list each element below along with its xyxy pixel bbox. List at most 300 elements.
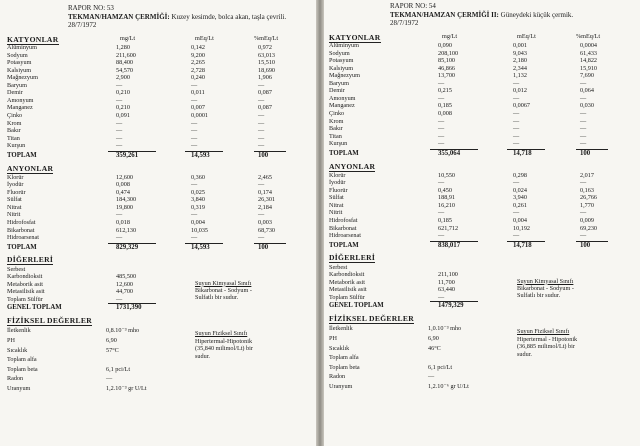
row-label: Radon — [7, 375, 24, 383]
chemical-class-note — [195, 280, 252, 302]
col-pct-header: %mEq/Lt — [576, 33, 601, 40]
report-title-line — [68, 13, 286, 22]
meq-value: — — [191, 211, 198, 219]
mg-value: 0,091 — [116, 111, 130, 119]
report-description: Kuzey kesimde, bolca akan, taşla çevrili. — [171, 12, 287, 21]
meq-value: 2,265 — [191, 59, 205, 67]
row-label: Bikarbonat — [7, 226, 35, 234]
row-label: Nitrat — [7, 203, 22, 211]
row-label: Demir — [7, 89, 23, 97]
row-label: Hidroarsenat — [329, 232, 361, 240]
mg-value: — — [438, 132, 445, 140]
mg-value: — — [438, 179, 445, 187]
row-label: PH — [7, 337, 15, 344]
mg-value: 359,261 — [116, 151, 139, 159]
meq-value: 0,001 — [513, 42, 527, 49]
col-pct-header: %mEq/Lt — [254, 35, 279, 42]
pct-value: 2,184 — [258, 203, 272, 211]
section-heading: ANYONLAR — [329, 161, 376, 171]
meq-value: — — [513, 132, 520, 140]
row-label: Toplam alfa — [329, 354, 359, 362]
pct-value: — — [580, 209, 587, 217]
row-label: Kurşun — [329, 140, 348, 148]
pct-value: 100 — [580, 149, 591, 157]
row-label: Potasyum — [7, 59, 32, 67]
pct-value: — — [580, 132, 587, 140]
meq-value: 0,007 — [191, 104, 205, 112]
physical-class-line: sudur. — [517, 350, 532, 358]
row-label: Titan — [329, 132, 342, 140]
row-label: Metasilisik asit — [329, 286, 367, 294]
row-label: Sodyum — [329, 49, 350, 57]
meq-value: 0,024 — [513, 186, 527, 194]
mg-value: 829,329 — [116, 243, 139, 251]
pct-value: 0,064 — [580, 87, 594, 95]
pct-value: — — [580, 79, 587, 87]
mg-value: — — [438, 293, 445, 301]
pct-value: 14,822 — [580, 57, 598, 65]
physical-row — [324, 325, 640, 336]
section-heading: KATYONLAR — [329, 33, 381, 42]
mg-value: — — [116, 211, 123, 219]
meq-value: — — [513, 109, 520, 117]
pct-value: 7,690 — [580, 72, 594, 80]
pct-value: — — [580, 109, 587, 117]
row-label: İyodür — [329, 179, 346, 187]
meq-value: 9,200 — [191, 51, 205, 59]
pct-value: 0,003 — [258, 219, 272, 226]
meq-value: — — [191, 181, 198, 189]
meq-value: — — [191, 81, 198, 89]
row-label: Serbest — [329, 263, 348, 271]
mg-value: — — [116, 96, 123, 104]
row-label: Metasilisik asit — [7, 288, 45, 296]
report-date: 28/7/1972 — [390, 19, 419, 27]
mg-value: 1,280 — [116, 44, 130, 51]
report-title-line — [390, 11, 573, 20]
mg-value: — — [116, 127, 123, 135]
physical-class-line: (35,840 milimol/Lt) bir — [195, 345, 253, 353]
report-date: 28/7/1972 — [68, 21, 97, 29]
row-label: Uranyum — [7, 385, 31, 392]
mg-value: 0,210 — [116, 89, 130, 97]
pct-value: — — [258, 96, 265, 104]
mg-value: — — [438, 232, 445, 240]
meq-value: 0,025 — [191, 188, 205, 196]
grand-total-row — [324, 302, 640, 310]
mg-value: 838,017 — [438, 241, 461, 249]
chemical-class-line: Sulfatlı bir sudur. — [195, 294, 239, 302]
meq-value: 0,004 — [513, 217, 527, 224]
pct-value: 18,690 — [258, 66, 276, 74]
row-label: Mağnezyum — [7, 74, 38, 82]
row-label: Nitrit — [7, 211, 21, 219]
chemical-class-title: Suyun Kimyasal Sınıfı — [195, 279, 252, 287]
row-label: Kalsiyum — [7, 66, 32, 74]
row-label: Krom — [329, 117, 344, 125]
mg-value: 1731,390 — [116, 304, 142, 312]
physical-row — [324, 345, 640, 353]
pct-value: 63,013 — [258, 51, 276, 59]
pct-value: 100 — [258, 151, 269, 159]
report-header — [68, 4, 286, 30]
mg-value: 0,210 — [116, 104, 130, 112]
anion-total-row — [0, 244, 316, 252]
mg-value: 19,800 — [116, 203, 134, 211]
row-label: Toplam Sülfür — [7, 295, 43, 303]
physical-value: 0,8.10⁻³ mho — [106, 327, 140, 335]
right-page — [324, 0, 640, 446]
mg-value: — — [438, 94, 445, 102]
mg-value: 355,064 — [438, 149, 461, 157]
mg-value: 1479,329 — [438, 302, 464, 310]
row-label: Alüminyum — [329, 42, 359, 49]
mg-value: 0,185 — [438, 102, 452, 110]
chemical-class-line: Bikarbonat - Sodyum - — [517, 285, 574, 293]
row-label: Nitrit — [329, 209, 343, 217]
pct-value: 0,174 — [258, 188, 272, 196]
mg-value: 0,215 — [438, 87, 452, 95]
report-title: TEKMAN/HAMZAN ÇERMİĞİ: — [68, 12, 170, 21]
pct-value: 0,009 — [580, 217, 594, 224]
meq-value: 14,718 — [513, 241, 532, 249]
physical-row — [0, 375, 316, 383]
mg-value: — — [438, 140, 445, 148]
pct-value: — — [580, 117, 587, 125]
pct-value: — — [258, 127, 265, 135]
row-label: Toplam Sülfür — [329, 293, 365, 301]
row-label: Kalsiyum — [329, 64, 354, 72]
mg-value: 13,700 — [438, 72, 456, 80]
row-label: Fluorür — [7, 188, 26, 196]
mg-value: — — [116, 295, 123, 303]
physical-value: 6,90 — [106, 337, 117, 344]
section-heading: KATYONLAR — [7, 35, 59, 44]
col-mg-header: mg/Lt — [442, 33, 458, 40]
pct-value: 15,910 — [580, 64, 598, 72]
row-label: Toplam beta — [329, 363, 360, 371]
section-heading: DİĞERLERİ — [7, 254, 54, 264]
pct-value: — — [258, 142, 265, 150]
pct-value: 0,087 — [258, 104, 272, 112]
other-row — [324, 294, 640, 302]
pct-value: 2,017 — [580, 171, 594, 179]
meq-value: 0,012 — [513, 87, 527, 95]
pct-value: — — [580, 140, 587, 148]
row-label: İletkenlik — [7, 327, 31, 335]
pct-value: — — [258, 211, 265, 219]
meq-value: 0,011 — [191, 89, 205, 97]
meq-value: 0,261 — [513, 201, 527, 209]
mg-value: 208,100 — [438, 49, 459, 57]
mg-value: 211,100 — [438, 271, 458, 279]
meq-value: — — [513, 117, 520, 125]
meq-value: 0,360 — [191, 173, 205, 181]
physical-row — [0, 347, 316, 355]
physical-row — [0, 356, 316, 364]
physical-row — [0, 337, 316, 345]
mg-value: 10,550 — [438, 171, 456, 179]
anion-row — [324, 232, 640, 240]
row-label: Fluorür — [329, 186, 348, 194]
physical-row — [0, 385, 316, 393]
meq-value: — — [191, 119, 198, 127]
meq-value: — — [191, 96, 198, 104]
row-label: GENEL TOPLAM — [329, 302, 384, 310]
pct-value: 0,030 — [580, 102, 594, 110]
row-label: Bakır — [7, 127, 21, 135]
pct-value: 26,766 — [580, 194, 598, 202]
chemical-class-line: Bikarbonat - Sodyum - — [195, 287, 252, 295]
row-label: Amonyum — [7, 96, 34, 104]
mg-value: 12,600 — [116, 280, 134, 288]
meq-value: — — [513, 79, 520, 87]
physical-row — [0, 366, 316, 374]
physical-value: 57°C — [106, 346, 119, 354]
row-label: Alüminyum — [7, 44, 37, 51]
meq-value: 14,593 — [191, 243, 210, 251]
row-label: Bikarbonat — [329, 224, 357, 232]
pct-value: — — [580, 179, 587, 187]
meq-value: 10,035 — [191, 226, 209, 234]
mg-value: 621,712 — [438, 224, 459, 232]
pct-value: 0,087 — [258, 89, 272, 97]
cation-row — [324, 140, 640, 148]
pct-value: — — [258, 234, 265, 242]
row-label: Nitrat — [329, 201, 344, 209]
row-label: Amonyum — [329, 94, 356, 102]
row-label: İyodür — [7, 181, 24, 189]
pct-value: — — [258, 134, 265, 142]
grand-total-row — [0, 304, 316, 312]
section-heading: FİZİKSEL DEĞERLER — [329, 314, 415, 324]
row-label: Baryum — [7, 81, 27, 89]
meq-value: 2,344 — [513, 64, 527, 72]
mg-value: — — [438, 209, 445, 217]
row-label: Hidroarsenat — [7, 234, 39, 242]
meq-value: — — [513, 94, 520, 102]
pct-value: 69,230 — [580, 224, 598, 232]
anion-row — [0, 234, 316, 242]
meq-value: 14,718 — [513, 149, 532, 157]
meq-value: — — [513, 209, 520, 217]
meq-value: 2,180 — [513, 57, 527, 65]
cation-row — [0, 142, 316, 150]
mg-value: — — [438, 117, 445, 125]
physical-row — [324, 373, 640, 381]
row-label: Karbondioksit — [7, 273, 43, 281]
physical-class-line: (36,885 milimol/Lt) bir — [517, 343, 575, 351]
physical-value: 1,0.10⁻³ mho — [428, 325, 462, 333]
row-label: TOPLAM — [7, 151, 37, 159]
meq-value: — — [513, 140, 520, 148]
mg-value: 88,400 — [116, 59, 134, 67]
physical-class-line: sudur. — [195, 352, 210, 360]
report-description: Güneydeki küçük çermik. — [500, 10, 574, 19]
row-label: Titan — [7, 134, 20, 142]
report-title: TEKMAN/HAMZAN ÇERMİĞİ II: — [390, 10, 499, 19]
report-header — [390, 2, 573, 28]
mg-value: — — [116, 119, 123, 127]
pct-value: — — [258, 119, 265, 127]
physical-class-line: Hipertermal-Hipotonik — [195, 337, 253, 345]
pct-value: 0,972 — [258, 44, 272, 51]
row-label: Çinko — [7, 111, 23, 119]
pct-value: 15,510 — [258, 59, 276, 67]
mg-value: 188,91 — [438, 194, 456, 202]
row-label: Demir — [329, 87, 345, 95]
physical-value: 6,1 pci/Lt — [428, 363, 453, 371]
row-label: Sülfat — [329, 194, 344, 202]
row-label: Potasyum — [329, 57, 354, 65]
meq-value: 0,004 — [191, 219, 205, 226]
column-header-row — [324, 33, 640, 41]
pct-value: 100 — [580, 241, 591, 249]
section-heading: ANYONLAR — [7, 163, 54, 173]
row-label: Kurşun — [7, 142, 26, 150]
col-meq-header: mEq/Lt — [195, 35, 214, 42]
pct-value: — — [580, 94, 587, 102]
row-label: Toplam alfa — [7, 356, 37, 364]
mg-value: — — [116, 134, 123, 142]
row-label: Radon — [329, 373, 346, 381]
chemical-class-title: Suyun Kimyasal Sınıfı — [517, 277, 574, 285]
physical-value: 6,1 pci/Lt — [106, 365, 131, 373]
section-heading: DİĞERLERİ — [329, 252, 376, 262]
physical-value: 6,90 — [428, 335, 439, 342]
chemical-class-line: Sulfatlı bir sudur. — [517, 292, 561, 300]
row-label: TOPLAM — [329, 149, 359, 157]
row-label: Sıcaklık — [329, 344, 350, 352]
mg-value: 211,600 — [116, 51, 136, 59]
row-label: PH — [329, 335, 337, 342]
mg-value: 0,474 — [116, 188, 130, 196]
mg-value: 54,570 — [116, 66, 134, 74]
mg-value: 0,018 — [116, 219, 130, 226]
mg-value: 46,866 — [438, 64, 456, 72]
mg-value: 0,090 — [438, 42, 452, 49]
mg-value: 0,185 — [438, 217, 452, 224]
meq-value: — — [513, 179, 520, 187]
physical-row — [324, 383, 640, 391]
anion-total-row — [324, 242, 640, 250]
pct-value: 0,0004 — [580, 42, 598, 49]
row-label: Krom — [7, 119, 22, 127]
other-row — [0, 296, 316, 304]
pct-value: 61,433 — [580, 49, 598, 57]
pct-value: 0,163 — [580, 186, 594, 194]
physical-class-title: Suyun Fiziksel Sınıfı — [195, 330, 248, 338]
meq-value: — — [513, 232, 520, 240]
pct-value: 100 — [258, 243, 269, 251]
pct-value: 1,906 — [258, 74, 272, 82]
row-label: Sülfat — [7, 196, 22, 204]
row-label: Toplam beta — [7, 365, 38, 373]
meq-value: 0,0067 — [513, 102, 531, 110]
meq-value: 0,240 — [191, 74, 205, 82]
meq-value: 1,132 — [513, 72, 527, 80]
row-label: Serbest — [7, 265, 26, 273]
physical-row — [324, 364, 640, 372]
report-number: RAPOR NO: 53 — [68, 4, 114, 12]
meq-value: 0,142 — [191, 44, 205, 51]
mg-value: 184,300 — [116, 196, 137, 204]
meq-value: 0,0001 — [191, 111, 209, 119]
row-label: TOPLAM — [7, 243, 37, 251]
row-label: Karbondioksit — [329, 271, 365, 279]
meq-value: — — [513, 125, 520, 133]
left-page — [0, 0, 316, 446]
mg-value: 0,450 — [438, 186, 452, 194]
mg-value: 16,210 — [438, 201, 456, 209]
mg-value: 85,100 — [438, 57, 456, 65]
row-label: Klorür — [329, 171, 346, 179]
meq-value: 3,940 — [513, 194, 527, 202]
meq-value: 0,319 — [191, 203, 205, 211]
meq-value: — — [191, 234, 198, 242]
mg-value: 11,700 — [438, 278, 455, 286]
pct-value: — — [258, 181, 265, 189]
mg-value: 0,008 — [116, 181, 130, 189]
mg-value: — — [116, 234, 123, 242]
pct-value: — — [258, 81, 265, 89]
pct-value: — — [580, 125, 587, 133]
mg-value: — — [438, 125, 445, 133]
col-mg-header: mg/Lt — [120, 35, 136, 42]
meq-value: — — [191, 142, 198, 150]
physical-value: — — [106, 375, 113, 383]
pct-value: 68,730 — [258, 226, 276, 234]
row-label: Klorür — [7, 173, 24, 181]
meq-value: — — [191, 134, 198, 142]
meq-value: 9,043 — [513, 49, 527, 57]
physical-row — [324, 354, 640, 362]
row-label: Mağnezyum — [329, 72, 360, 80]
mg-value: — — [438, 79, 445, 87]
row-label: Sıcaklık — [7, 346, 28, 354]
book-gutter — [316, 0, 324, 446]
pct-value: 2,465 — [258, 173, 272, 181]
col-meq-header: mEq/Lt — [517, 33, 536, 40]
report-number: RAPOR NO: 54 — [390, 2, 436, 10]
mg-value: 2,900 — [116, 74, 130, 82]
physical-class-title: Suyun Fiziksel Sınıfı — [517, 328, 570, 336]
meq-value: 3,840 — [191, 196, 205, 204]
column-header-row — [0, 35, 316, 43]
mg-value: 0,008 — [438, 109, 452, 117]
physical-value: 1,2.10⁻³ gr U/Lt — [106, 385, 147, 392]
row-label: Bakır — [329, 125, 343, 133]
row-label: GENEL TOPLAM — [7, 304, 62, 312]
row-label: Metaborik asit — [7, 280, 43, 288]
row-label: Sodyum — [7, 51, 28, 59]
meq-value: — — [191, 127, 198, 135]
cation-total-row — [0, 152, 316, 160]
chemical-class-note — [517, 278, 574, 300]
pct-value: 26,301 — [258, 196, 276, 204]
row-label: Manganez — [7, 104, 33, 112]
pct-value: — — [258, 111, 265, 119]
meq-value: 0,298 — [513, 171, 527, 179]
mg-value: 44,700 — [116, 288, 134, 296]
mg-value: 485,500 — [116, 273, 137, 281]
mg-value: 12,600 — [116, 173, 134, 181]
row-label: TOPLAM — [329, 241, 359, 249]
section-heading: FİZİKSEL DEĞERLER — [7, 316, 93, 326]
pct-value: — — [580, 232, 587, 240]
pct-value: 1,770 — [580, 201, 594, 209]
cation-total-row — [324, 150, 640, 158]
